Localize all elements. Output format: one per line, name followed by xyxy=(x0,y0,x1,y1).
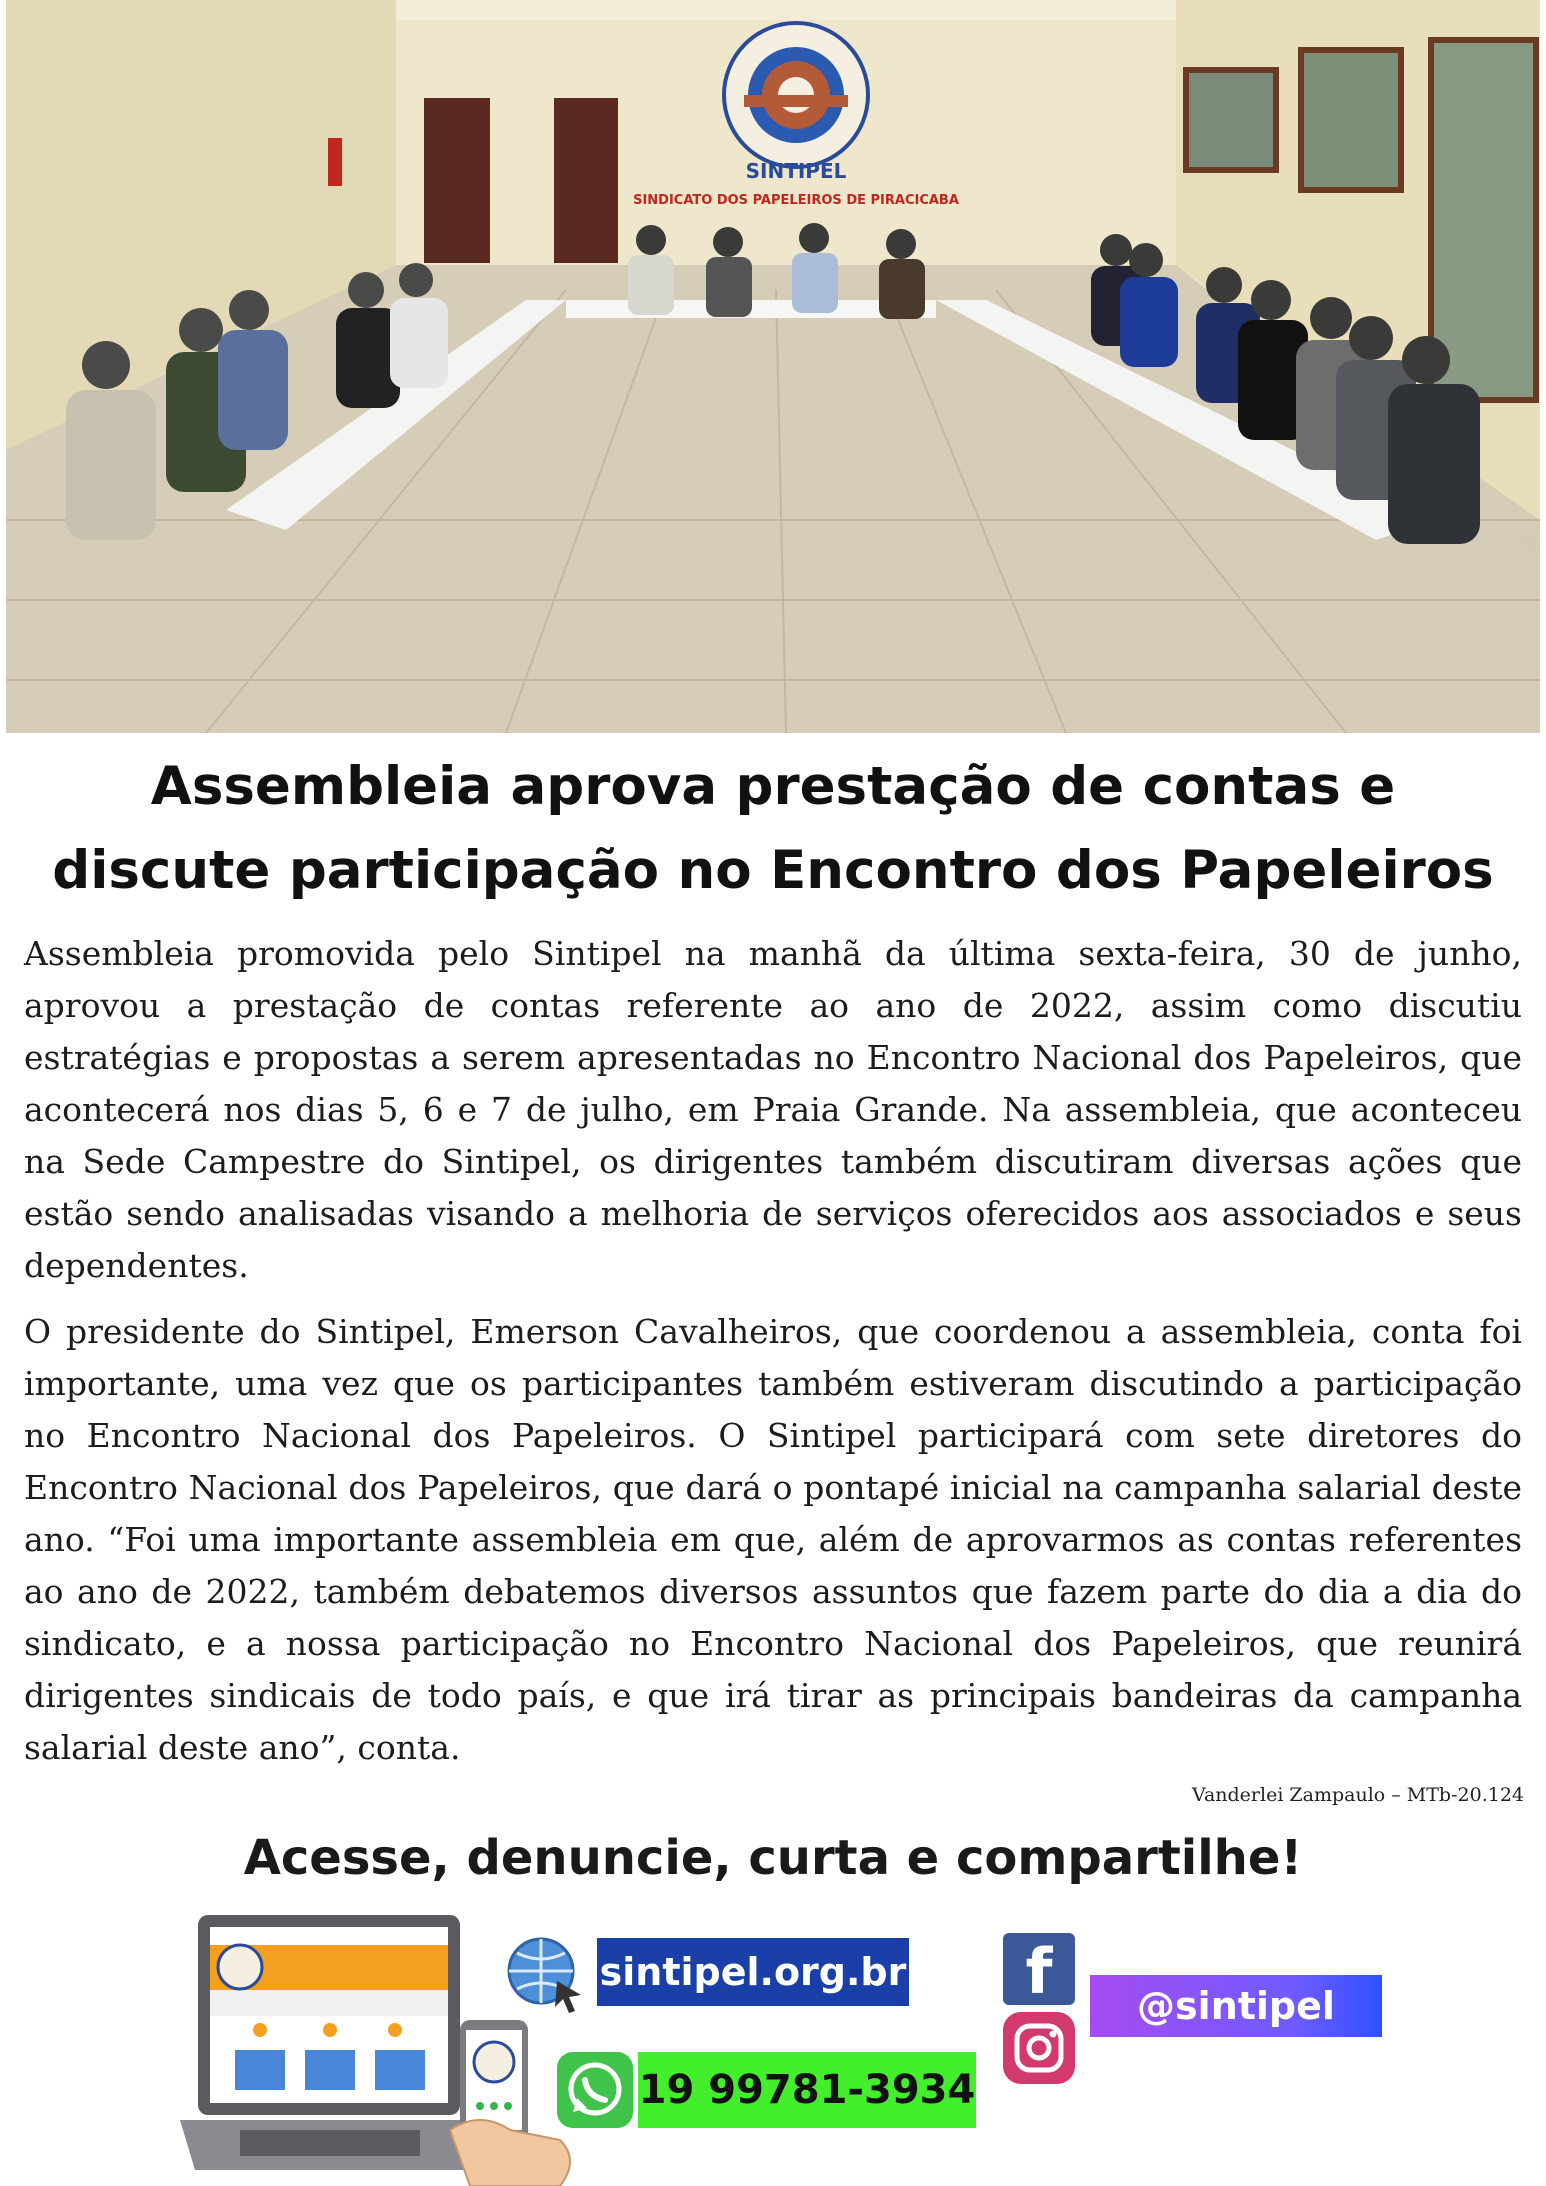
logo-subtitle: SINDICATO DOS PAPELEIROS DE PIRACICABA xyxy=(633,193,959,208)
instagram-icon[interactable] xyxy=(1003,2012,1075,2084)
whatsapp-icon xyxy=(557,2052,633,2128)
headline-line-1: Assembleia aprova prestação de contas e xyxy=(150,756,1396,817)
laptop-icon xyxy=(180,1915,480,2185)
promo-title: Acesse, denuncie, curta e compartilhe! xyxy=(243,1830,1303,1886)
logo-name: SINTIPEL xyxy=(745,159,847,183)
paragraph-2: O presidente do Sintipel, Emerson Cavalheiros, que coordenou a assembleia, conta foi importante, uma vez que os participantes também estiveram discutindo a participação no Encontro Nacional dos Papeleiros. O Sintipel participará com sete diretores do Encontro Nacional dos Papeleiros, que dará o pontapé inicial na campanha salarial deste ano. “Foi uma importante assembleia em que, além de aprovarmos as contas referentes ao ano de 2022, também debatemos diversos assuntos que fazem parte do dia a dia do sindicato, e a nossa participação no Encontro Nacional dos Papeleiros, que reunirá dirigentes sindicais de todo país, e que irá tirar as principais bandeiras da campanha salarial deste ano”, conta. xyxy=(24,1312,1522,1767)
globe-icon xyxy=(505,1935,585,2015)
website-link[interactable]: sintipel.org.br xyxy=(597,1938,909,2006)
paragraph-1: Assembleia promovida pelo Sintipel na manhã da última sexta-feira, 30 de junho, aprovou a prestação de contas referente ao ano de 2022, assim como discutiu estratégias e propostas a serem apresentadas no Encontro Nacional dos Papeleiros, que acontecerá nos dias 5, 6 e 7 de julho, em Praia Grande. Na assembleia, que aconteceu na Sede Campestre do Sintipel, os dirigentes também discutiram diversas ações que estão sendo analisadas visando a melhoria de serviços oferecidos aos associados e seus dependentes. xyxy=(24,934,1522,1285)
article-headline xyxy=(0,745,1546,913)
meeting-photo xyxy=(6,0,1540,733)
headline-line-2: discute participação no Encontro dos Papeleiros xyxy=(52,840,1494,901)
facebook-icon[interactable]: f xyxy=(1003,1933,1075,2005)
sintipel-logo xyxy=(724,23,868,167)
article-body xyxy=(24,928,1522,1788)
social-handle[interactable]: @sintipel xyxy=(1090,1975,1382,2037)
whatsapp-number[interactable]: 19 99781-3934 xyxy=(638,2052,976,2128)
author-credit: Vanderlei Zampaulo – MTb-20.124 xyxy=(1191,1784,1524,1806)
